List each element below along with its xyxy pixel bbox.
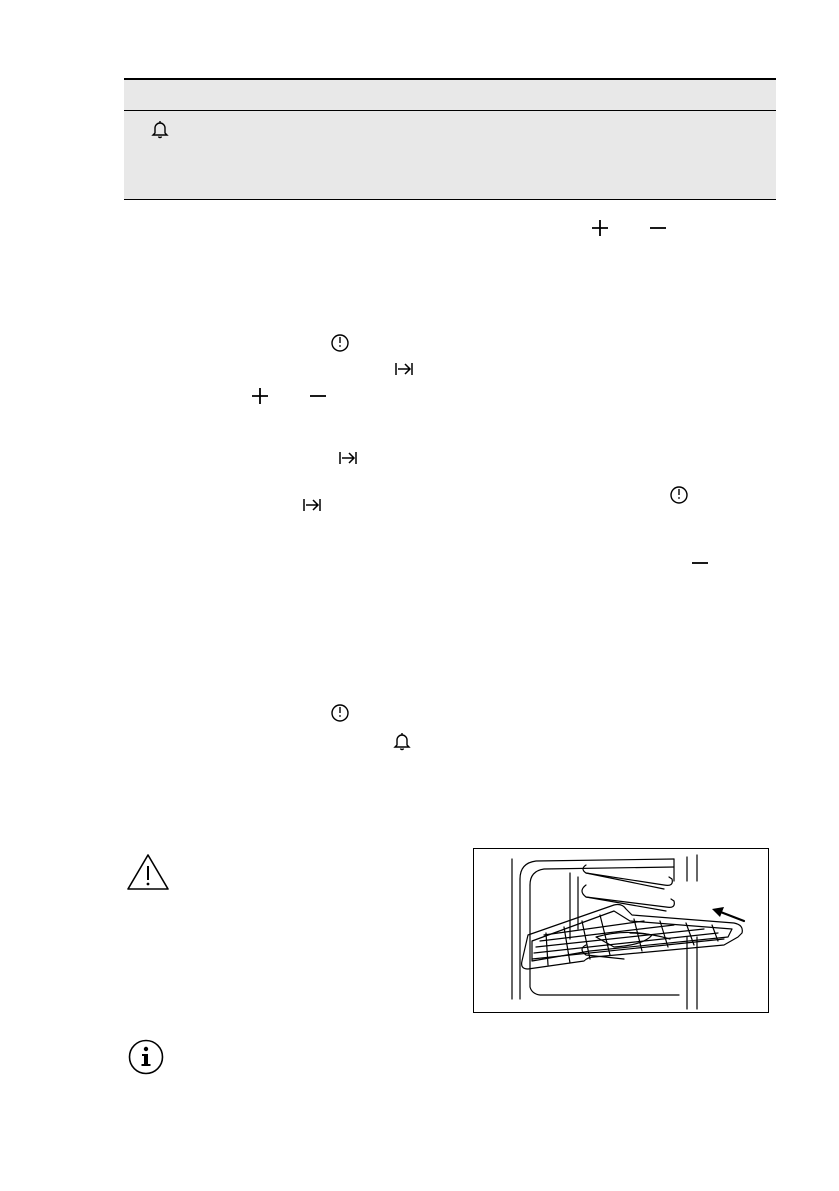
table-bottom-rule [124,199,776,200]
info-icon [128,1039,164,1075]
table-header-row [124,80,776,110]
warning-triangle-icon [126,853,170,891]
table-row [124,111,776,199]
end-time-icon [302,496,322,514]
clock-icon [669,485,689,505]
plus-icon [590,218,610,238]
end-time-icon [338,449,358,467]
bell-icon [151,119,169,139]
minus-icon [308,386,328,406]
plus-icon [250,386,270,406]
oven-shelf-insertion-illustration [473,848,769,1013]
minus-icon [648,218,668,238]
minus-icon [690,553,710,573]
clock-icon [330,333,350,353]
bell-icon [393,731,411,751]
clock-icon [330,703,350,723]
end-time-icon [394,360,414,378]
